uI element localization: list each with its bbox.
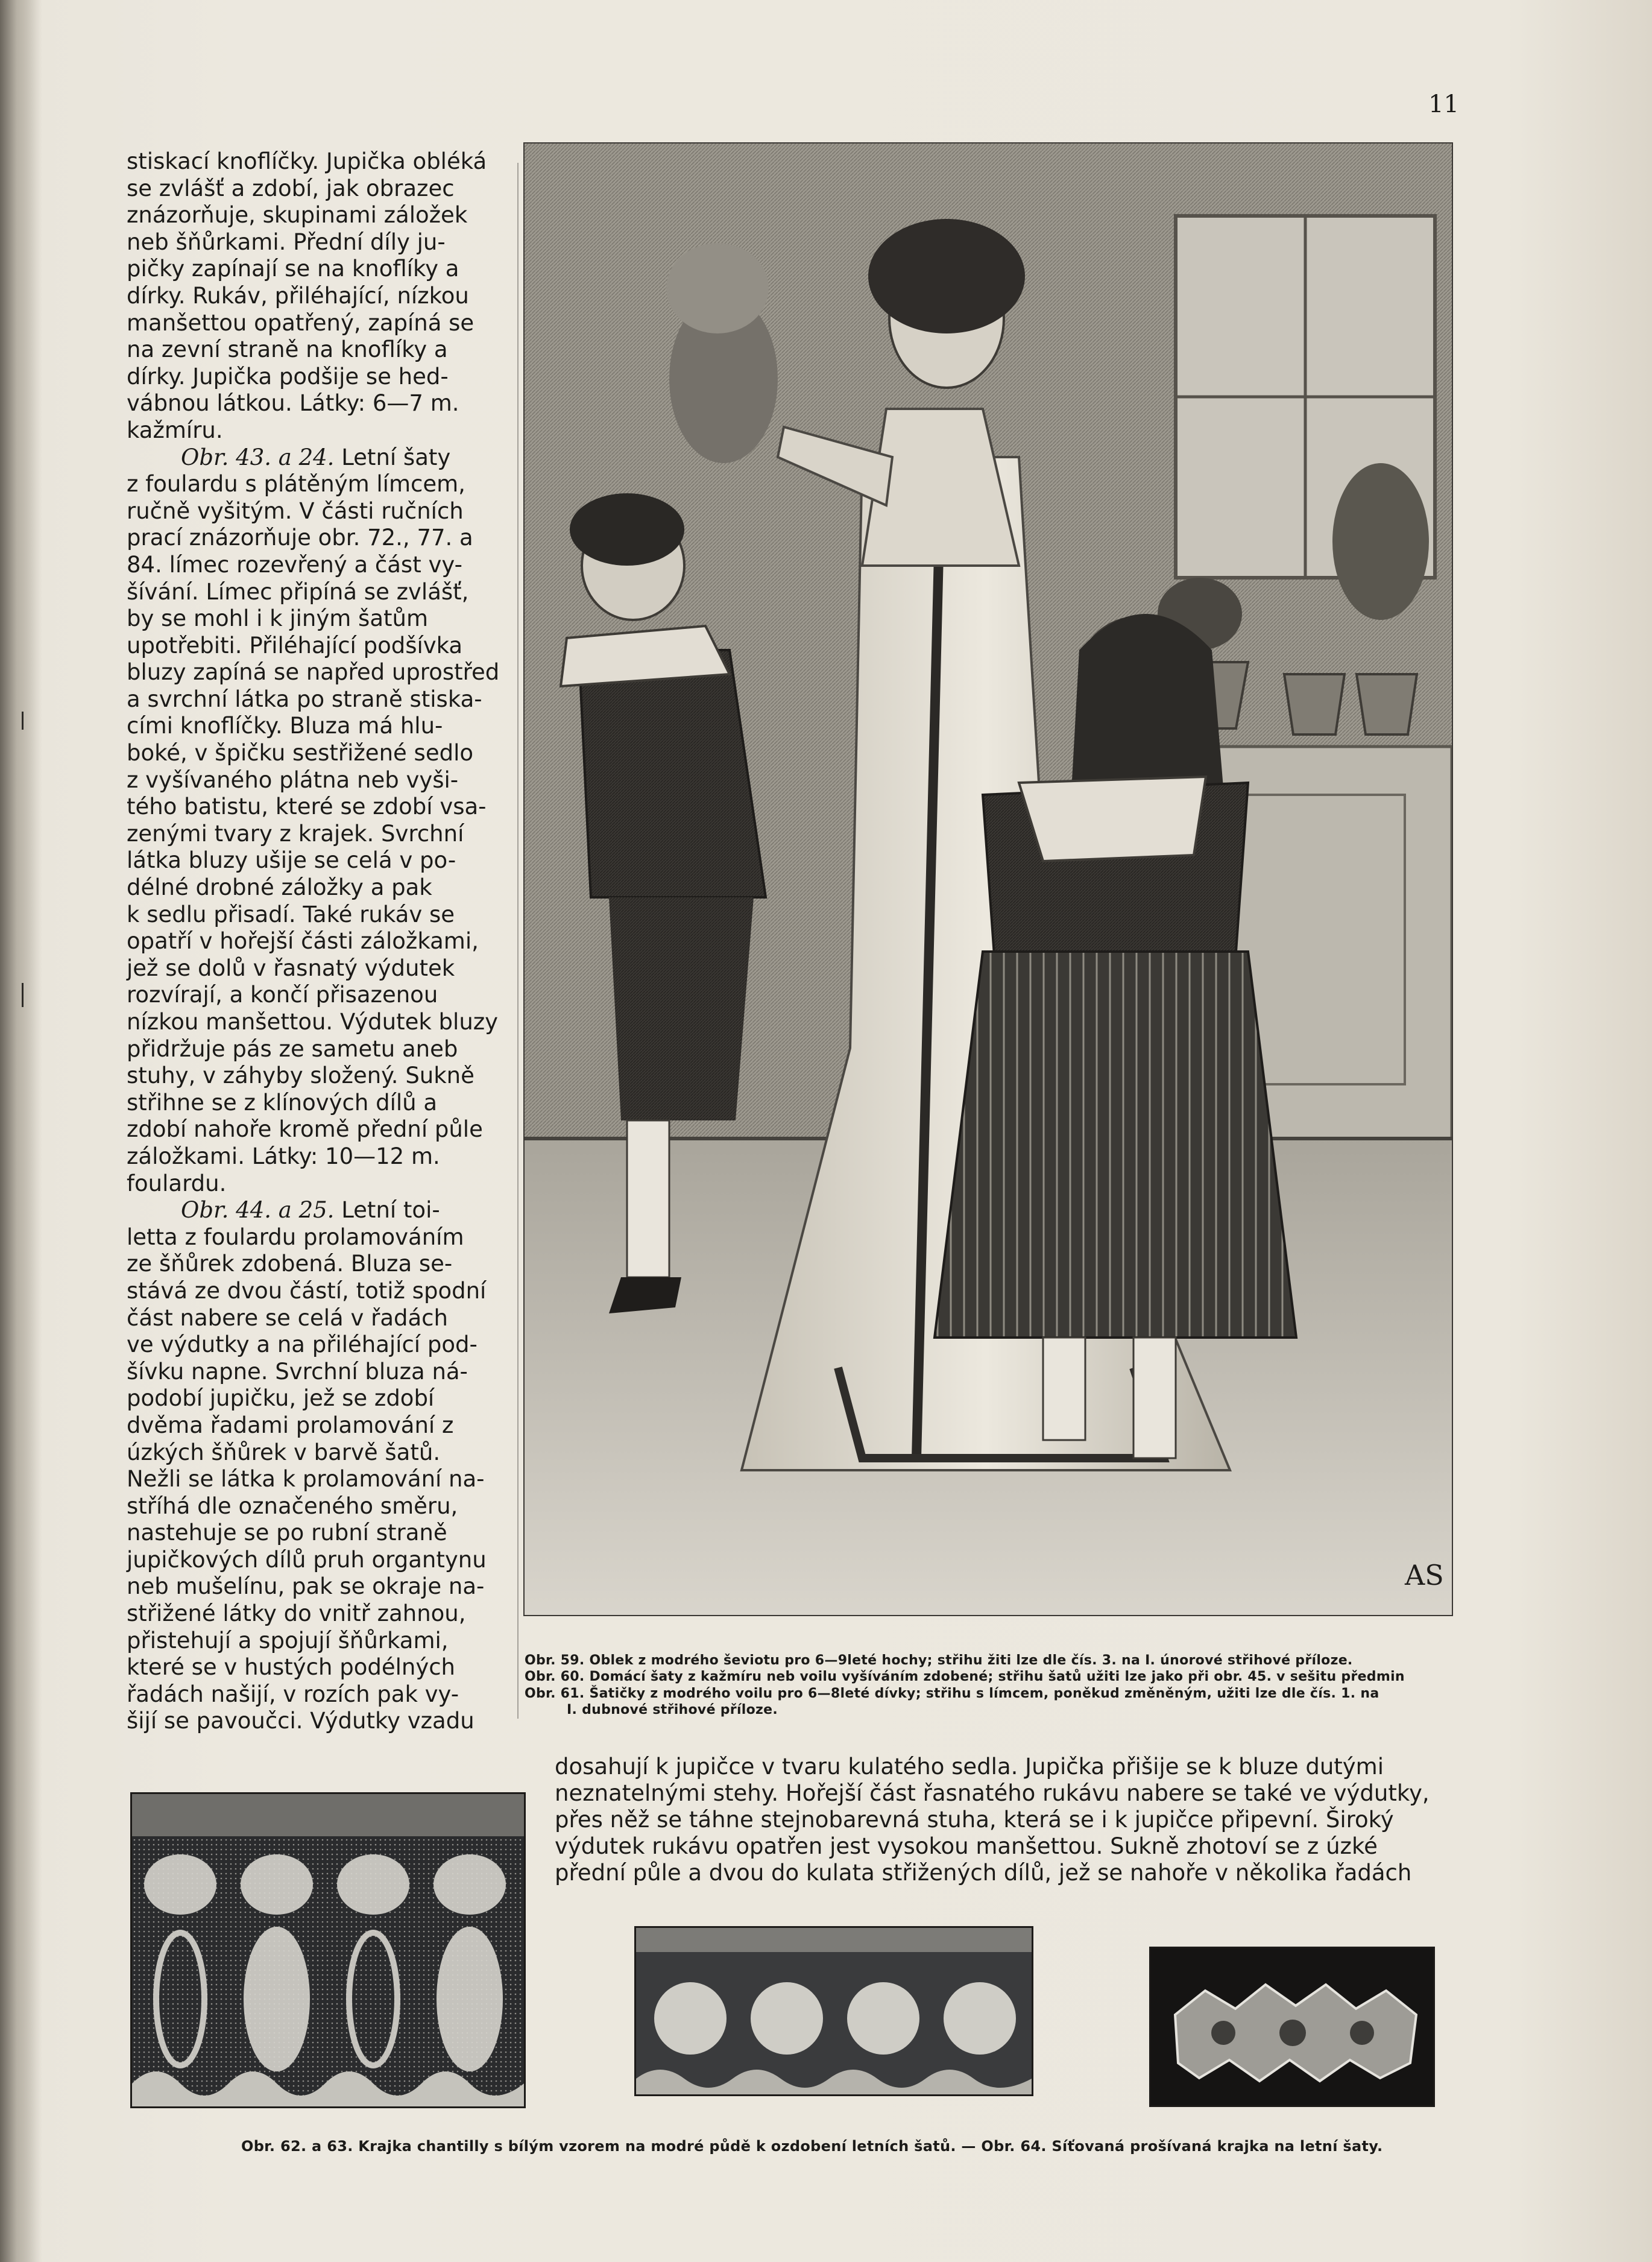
- text-line: střihne se z klínových dílů a: [127, 1089, 438, 1116]
- lace-caption: Obr. 62. a 63. Krajka chantilly s bílým vzorem na modré půdě k ozdobení letních šatů. — Obr. 64. Síťovaná prošívaná krajka na letní šaty.: [241, 2138, 1383, 2155]
- text-line: neb mušelínu, pak se okraje na-: [127, 1573, 485, 1600]
- lace-sample-62: [130, 1792, 526, 2108]
- text-line: stává ze dvou částí, totiž spodní: [127, 1277, 487, 1304]
- lace-sample-63: [634, 1926, 1033, 2096]
- text-line: foulardu.: [127, 1170, 227, 1196]
- text-line: nastehuje se po rubní straně: [127, 1520, 447, 1546]
- text-line: nízkou manšettou. Výdutek bluzy: [127, 1009, 499, 1035]
- figure-reference: Obr. 44. a 25.: [181, 1197, 335, 1224]
- text-line: se zvlášť a zdobí, jak obrazec: [127, 175, 455, 201]
- text-line: Letní šaty: [341, 444, 451, 470]
- text-line: kažmíru.: [127, 417, 223, 443]
- text-line: řadách našijí, v rozích pak vy-: [127, 1681, 459, 1707]
- page-number: 11: [1428, 90, 1459, 118]
- text-line: zenými tvary z krajek. Svrchní: [127, 820, 464, 847]
- text-line: manšettou opatřený, zapíná se: [127, 309, 474, 336]
- text-line: stiskací knoflíčky. Jupička obléká: [127, 148, 487, 174]
- text-line: cími knoflíčky. Bluza má hlu-: [127, 713, 443, 739]
- text-line: dvěma řadami prolamování z: [127, 1412, 454, 1438]
- text-line: přední půle a dvou do kulata střižených dílů, jež se nahoře v několika řadách: [555, 1860, 1412, 1886]
- continuation-text: [555, 1754, 1459, 1886]
- text-line: látka bluzy ušije se celá v po-: [127, 847, 456, 874]
- text-line: ze šňůrek zdobená. Bluza se-: [127, 1251, 453, 1277]
- text-line: šívku napne. Svrchní bluza ná-: [127, 1358, 468, 1385]
- text-line: šijí se pavoučci. Výdutky vzadu: [127, 1708, 474, 1734]
- text-line: prací znázorňuje obr. 72., 77. a: [127, 525, 473, 551]
- lace-pattern-image: [636, 1928, 1032, 2094]
- text-line: 84. límec rozevřený a část vy-: [127, 551, 462, 578]
- text-line: upotřebiti. Přiléhající podšívka: [127, 632, 463, 659]
- lace-sample-64: [1149, 1947, 1435, 2107]
- text-line: dírky. Jupička podšije se hed-: [127, 363, 449, 390]
- paragraph-intro: [127, 148, 525, 444]
- margin-mark: [22, 983, 24, 1007]
- text-line: ručně vyšitým. V části ručních: [127, 498, 464, 524]
- text-line: neznatelnými stehy. Hořejší část řasnatého rukávu nabere se také ve výdutky,: [555, 1780, 1430, 1806]
- paragraph-obr-44: [127, 1197, 525, 1735]
- text-line: jupičkových dílů pruh organtynu: [127, 1546, 487, 1573]
- text-line: bluzy zapíná se napřed uprostřed: [127, 659, 500, 686]
- text-line: stříhá dle označeného směru,: [127, 1493, 458, 1519]
- text-line: jež se dolů v řasnatý výdutek: [127, 955, 455, 981]
- lace-pattern-image: [132, 1794, 524, 2106]
- text-line: znázorňuje, skupinami záložek: [127, 202, 468, 229]
- text-line: boké, v špičku sestřižené sedlo: [127, 740, 473, 766]
- text-line: by se mohl i k jiným šatům: [127, 605, 429, 632]
- lace-pattern-image: [1151, 1948, 1433, 2105]
- text-line: letta z foulardu prolamováním: [127, 1224, 464, 1250]
- text-line: podobí jupičku, jež se zdobí: [127, 1385, 435, 1412]
- main-fashion-illustration: [523, 142, 1453, 1616]
- figure-reference: Obr. 43. a 24.: [181, 444, 335, 470]
- text-line: zdobí nahoře kromě přední půle: [127, 1116, 483, 1143]
- text-line: úzkých šňůrek v barvě šatů.: [127, 1439, 441, 1465]
- caption-obr-60: Obr. 60. Domácí šaty z kažmíru neb voilu vyšíváním zdobené; střihu šatů užiti lze jako při obr. 45. v sešitu předmin: [525, 1669, 1405, 1685]
- text-line: Letní toi-: [341, 1197, 440, 1224]
- text-line: pičky zapínají se na knoflíky a: [127, 256, 459, 282]
- text-line: přidržuje pás ze sametu aneb: [127, 1035, 458, 1062]
- text-line: střižené látky do vnitř zahnou,: [127, 1600, 466, 1627]
- left-text-column: [127, 148, 525, 1735]
- text-line: šívání. Límec připíná se zvlášť,: [127, 578, 469, 605]
- text-line: dírky. Rukáv, přiléhající, nízkou: [127, 282, 469, 309]
- text-line: opatří v hořejší části záložkami,: [127, 928, 479, 955]
- text-line: a svrchní látka po straně stiska-: [127, 686, 482, 712]
- binding-gutter: [0, 0, 42, 2262]
- text-line: ve výdutky a na přiléhající pod-: [127, 1332, 478, 1358]
- text-line: přistehují a spojují šňůrkami,: [127, 1627, 449, 1654]
- engraving-scene: [525, 144, 1452, 1615]
- caption-obr-59: Obr. 59. Oblek z modrého ševiotu pro 6—9leté hochy; střihu žiti lze dle čís. 3. na I. únorové střihové příloze.: [525, 1653, 1353, 1668]
- paragraph-obr-43: [127, 444, 525, 1198]
- text-line: dosahují k jupičce v tvaru kulatého sedla. Jupička přišije se k bluze dutými: [555, 1754, 1384, 1780]
- text-line: z vyšívaného plátna neb vyši-: [127, 766, 459, 793]
- text-line: záložkami. Látky: 10—12 m.: [127, 1143, 440, 1169]
- text-line: neb šňůrkami. Přední díly ju-: [127, 229, 446, 255]
- artist-monogram: AS: [1405, 1559, 1444, 1591]
- text-line: z foulardu s plátěným límcem,: [127, 471, 465, 498]
- text-line: vábnou látkou. Látky: 6—7 m.: [127, 390, 459, 417]
- text-line: tého batistu, které se zdobí vsa-: [127, 794, 487, 820]
- caption-obr-61: Obr. 61. Šatičky z modrého voilu pro 6—8leté dívky; střihu s límcem, poněkud změněným, užiti lze dle čís. 1. na: [525, 1685, 1379, 1701]
- caption-obr-61-cont: I. dubnové střihové příloze.: [567, 1702, 778, 1718]
- text-line: k sedlu přisadí. Také rukáv se: [127, 901, 455, 927]
- text-line: stuhy, v záhyby složený. Sukně: [127, 1063, 474, 1089]
- text-line: rozvírají, a končí přisazenou: [127, 982, 438, 1008]
- text-line: přes něž se táhne stejnobarevná stuha, která se i k jupičce připevní. Široký: [555, 1807, 1394, 1833]
- margin-mark: [22, 712, 24, 730]
- text-line: Nežli se látka k prolamování na-: [127, 1466, 485, 1493]
- text-line: část nabere se celá v řadách: [127, 1304, 448, 1331]
- figure-captions: [525, 1652, 1459, 1719]
- text-line: výdutek rukávu opatřen jest vysokou manšettou. Sukně zhotoví se z úzké: [555, 1833, 1378, 1859]
- text-line: na zevní straně na knoflíky a: [127, 336, 448, 363]
- column-divider: [517, 163, 519, 1719]
- text-line: které se v hustých podélných: [127, 1654, 456, 1681]
- text-line: délné drobné záložky a pak: [127, 874, 432, 901]
